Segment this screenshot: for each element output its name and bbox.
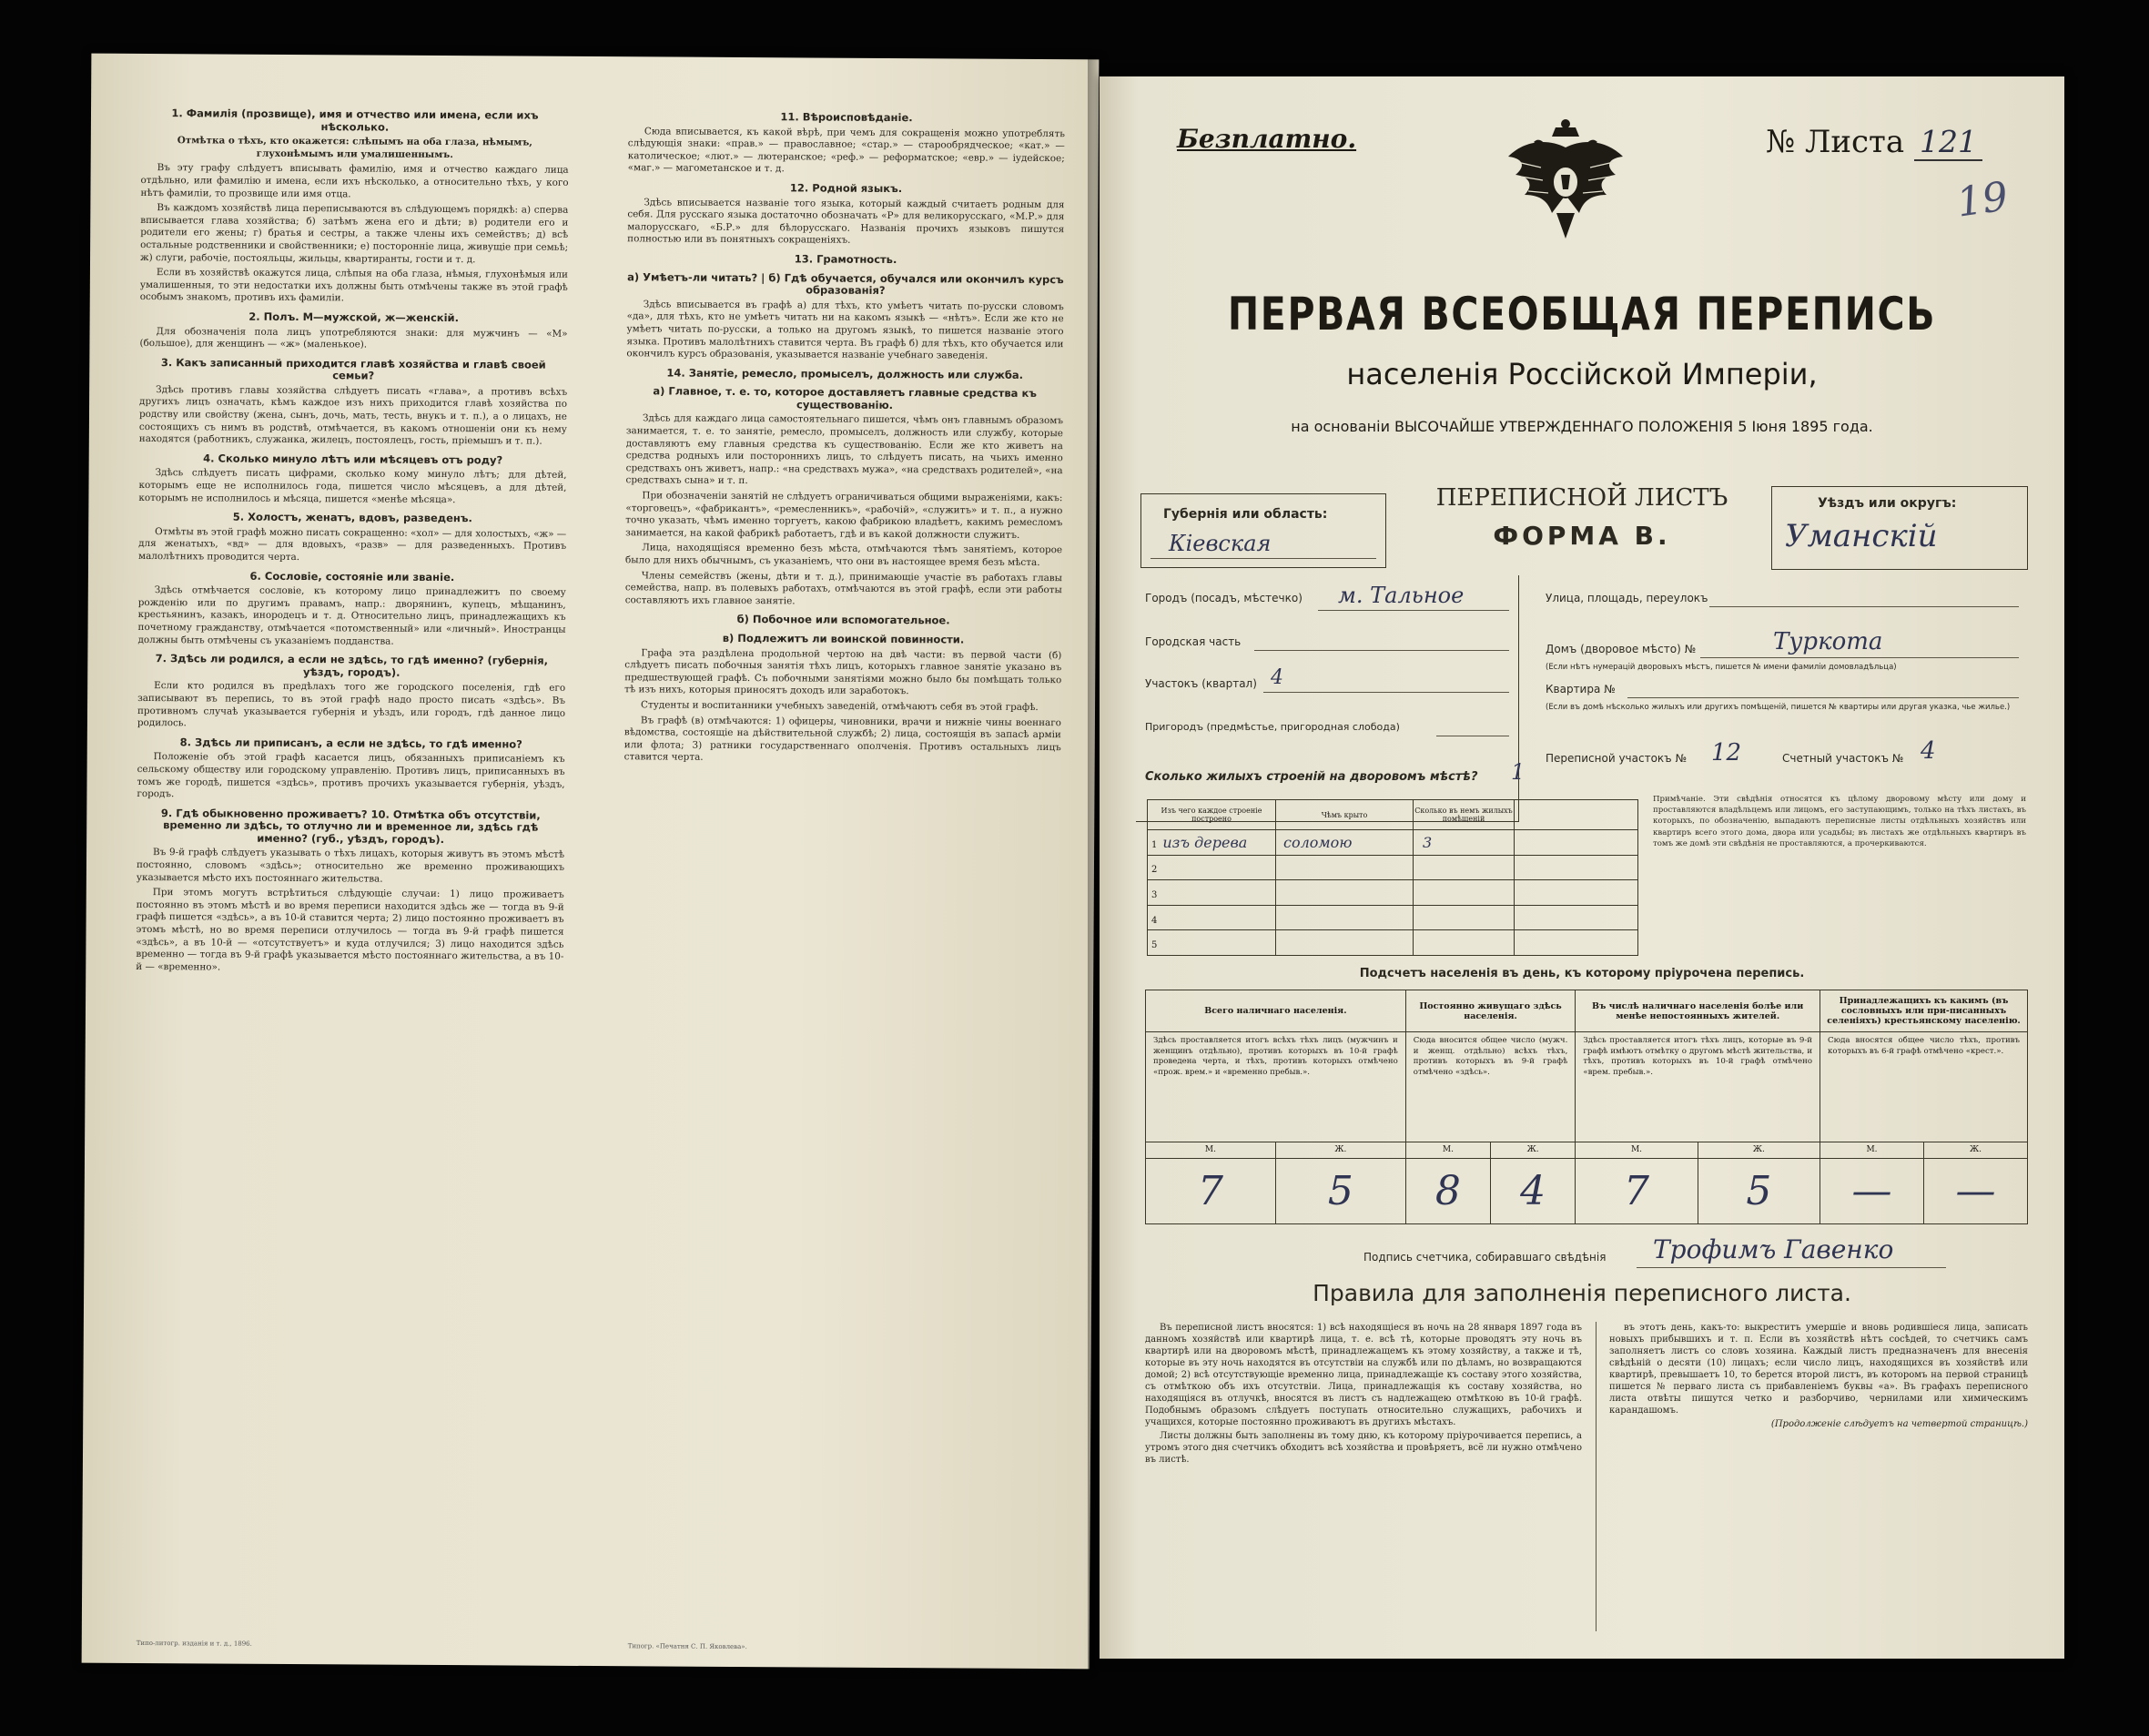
buildings-row bbox=[1148, 905, 1638, 930]
summary-group-header: Принадлежащихъ къ какимъ (въ сословныхъ или при-писанныхъ селеніяхъ) крестьянскому населенію. bbox=[1820, 990, 2028, 1032]
female-label: Ж. bbox=[1275, 1142, 1405, 1158]
instruction-heading: 2. Полъ. М—мужской, ж—женскій. bbox=[248, 310, 460, 325]
buildings-col-roof: Чѣмъ крыто bbox=[1276, 800, 1414, 830]
building-roof: соломою bbox=[1276, 830, 1414, 856]
female-count: 4 bbox=[1491, 1158, 1576, 1223]
instruction-paragraph: Здѣсь вписывается названіе того языка, который каждый считаетъ родным для себя. Для русскаго языка достаточно обозначать «Р» для великорусскаго, «М.Р.» для малорусскаго, «Б.Р.» для бѣлорусскаго. Названія прочихъ языковъ пишутся полностью или въ понятныхъ сокращеніяхъ. bbox=[627, 196, 1065, 247]
buildings-row bbox=[1148, 880, 1638, 906]
building-roof bbox=[1276, 880, 1414, 906]
instruction-heading: 7. Здѣсь ли родился, а если не здѣсь, то гдѣ именно? (губернія, уѣздъ, городъ). bbox=[155, 652, 549, 679]
building-rooms bbox=[1414, 905, 1515, 930]
row-number: 1 bbox=[1151, 839, 1158, 850]
instruction-paragraph: Студенты и воспитанники учебныхъ заведеній, отмѣчаютъ себя въ этой графѣ. bbox=[641, 699, 1039, 713]
male-count: — bbox=[1820, 1158, 1924, 1223]
address-left-block bbox=[1136, 575, 1519, 822]
instruction-paragraph: Графа эта раздѣлена продольной чертою на двѣ части: въ первой части (б) слѣдуетъ писать побочныя занятія тѣхъ лицъ, которыхъ главное занятіе указано въ предшествующей графѣ. Съ побочными занятіями можно было бы помѣщать только тѣ изъ нихъ, которыя приносятъ доходъ или заработокъ. bbox=[624, 646, 1062, 697]
district-label: Участокъ (квартал) bbox=[1145, 677, 1257, 690]
female-count: — bbox=[1923, 1158, 2027, 1223]
rules-title: Правила для заполненія переписного листа. bbox=[1313, 1280, 1851, 1306]
gubernia-value: Кіевская bbox=[1169, 531, 1272, 556]
male-label: М. bbox=[1820, 1142, 1924, 1158]
summary-group-header: Въ числѣ наличнаго населенія болѣе или менѣе непостоянныхъ жителей. bbox=[1576, 990, 1820, 1032]
gubernia-label: Губернія или область: bbox=[1163, 507, 1328, 522]
instruction-heading: 11. Вѣроисповѣданіе. bbox=[780, 110, 913, 125]
instruction-heading: 4. Сколько минуло лѣтъ или мѣсяцевъ отъ роду? bbox=[203, 452, 503, 467]
instruction-paragraph: Для обозначенія пола лицъ употребляются знаки: для мужчинъ — «М» (большое), для женщинъ — «ж» (маленькое). bbox=[139, 325, 568, 350]
instruction-paragraph: Отмѣты въ этой графѣ можно писать сокращенно: «хол» — для холостыхъ, «ж» — для женатыхъ, «вд» — для вдовыхъ, «разв» — для разведенныхъ. Противъ малолѣтнихъ проводится черта. bbox=[138, 525, 567, 563]
female-label: Ж. bbox=[1491, 1142, 1576, 1158]
building-roof bbox=[1276, 905, 1414, 930]
female-label: Ж. bbox=[1923, 1142, 2027, 1158]
instruction-heading: 3. Какъ записанный приходится главѣ хозяйства и главѣ своей семьи? bbox=[160, 355, 546, 382]
buildings-question: Сколько жилыхъ строеній на дворовомъ мѣстѣ? bbox=[1145, 770, 1478, 784]
building-rooms bbox=[1414, 880, 1515, 906]
instruction-heading: а) Главное, т. е. то, которое доставляетъ главные средства къ существованію. bbox=[653, 384, 1037, 411]
building-rooms bbox=[1414, 855, 1515, 880]
male-label: М. bbox=[1146, 1142, 1276, 1158]
instruction-paragraph: Сюда вписывается, къ какой вѣрѣ, при чемъ для сокращенія можно употреблять слѣдующія знаки: «прав.» — православное; «стар.» — старообрядческое; «кат.» — католическое; «лют.» — лютеранское; «реф.» — реформатское; «евр.» — іудейское; «маг.» — магометанское и т. д. bbox=[627, 125, 1065, 175]
house-value: Туркота bbox=[1773, 628, 1883, 655]
instruction-paragraph: Если въ хозяйствѣ окажутся лица, слѣпыя на оба глаза, нѣмыя, глухонѣмыя или умалишенныя, то эти недостатки ихъ должны быть отмѣчены также въ этой графѣ особымъ знакомъ, противъ ихъ фамиліи. bbox=[139, 267, 568, 304]
rules-paragraph: въ этотъ день, какъ-то: выкреститъ умершіе и вновь родившіеся лица, записать новыхъ прибывшихъ и т. п. Если въ хозяйствѣ нѣтъ сосѣдей, то счетчикъ самъ заполняетъ листъ со словъ хозяина. Каждый листъ предназначенъ для внесенія свѣдѣній о десяти (10) лицахъ; если число лицъ, находящихся въ хозяйствѣ или квартирѣ, превышаетъ 10, то берется второй листъ, въ которомъ на первой страницѣ пишется № перваго листа съ прибавленіемъ буквы «а». Въ графахъ переписного листа отвѣты пишутся четко и разборчиво, чернилами или химическимъ карандашомъ. bbox=[1609, 1323, 2028, 1416]
row-number: 2 bbox=[1151, 865, 1158, 876]
instruction-heading: а) Умѣетъ-ли читать? | б) Гдѣ обучается, обучался или окончилъ курсъ образованія? bbox=[627, 269, 1064, 298]
form-title: ФОРМА В. bbox=[1493, 521, 1671, 551]
instruction-paragraph: Здѣсь слѣдуетъ писать цифрами, сколько кому минуло лѣтъ; для дѣтей, которымъ еще не исполнилось года, пишется число мѣсяцевъ, а для дѣтей, которымъ не исполнилось и мѣсяца, пишется «менѣе мѣсяца». bbox=[138, 467, 567, 505]
rules-paragraph: Листы должны быть заполнены въ тому дню, къ которому пріурочивается перепись, а утромъ этого дня счетчикъ обходитъ всѣ хозяйства и провѣряетъ, всё ли нужно отмѣчено въ листѣ. bbox=[1145, 1431, 1582, 1465]
margin-number: 19 bbox=[1953, 173, 2012, 227]
instruction-heading: 13. Грамотность. bbox=[794, 252, 897, 266]
male-label: М. bbox=[1405, 1142, 1490, 1158]
instruction-paragraph: Лица, находящіяся временно безъ мѣста, отмѣчаются тѣмъ занятіемъ, которое было для нихъ обычнымъ, съ указаніемъ, что они въ настоящее время безъ мѣста. bbox=[624, 542, 1063, 569]
gubernia-box bbox=[1140, 493, 1386, 568]
instruction-paragraph: Въ эту графу слѣдуетъ вписывать фамилію, имя и отчество каждаго лица отдѣльно, или фамилію и имена, если ихъ нѣсколько, а относительно тѣхъ, у кого нѣтъ фамиліи, то прозвище или имя отца. bbox=[140, 162, 569, 199]
buildings-table bbox=[1147, 799, 1638, 956]
summary-title: Подсчетъ населенія въ день, къ которому пріурочена перепись. bbox=[1359, 967, 1805, 980]
address-right-block bbox=[1518, 575, 2028, 821]
rules-continuation: (Продолженіе слѣдуетъ на четвертой страницѣ.) bbox=[1770, 1419, 2028, 1429]
instruction-paragraph: Положеніе объ этой графѣ касается лицъ, обязанныхъ приписаніемъ къ сельскому обществу или городскому управленію. Противъ лицъ, приписанныхъ въ томъ же городѣ, пишется «здѣсь», противъ прочихъ указывается губернія, уѣздъ, городъ. bbox=[137, 751, 565, 800]
summary-group-note: Здѣсь проставляется итогъ всѣхъ тѣхъ лицъ (мужчинъ и женщинъ отдѣльно), противъ которыхъ въ 10-й графѣ проведена черта, и тѣхъ, противъ которыхъ отмѣчено «прож. врем.» и «временно пребыв.». bbox=[1146, 1032, 1406, 1142]
instruction-paragraph: Если кто родился въ предѣлахъ того же городского поселенія, гдѣ его записывают въ перепись, то въ этой графѣ надо просто писать «здѣсь». Въ противномъ случаѣ указывается губернія и уѣздъ, или городъ, гдѣ данное лицо родилось. bbox=[137, 680, 566, 729]
instruction-heading: 9. Гдѣ обыкновенно проживаетъ? 10. Отмѣтка объ отсутствіи, временно ли здѣсь, то отлучно ли и временное ли, здѣсь гдѣ именно? (губ., уѣздъ, городъ). bbox=[160, 806, 541, 846]
building-rooms: 3 bbox=[1414, 830, 1515, 856]
rules-paragraph: Въ переписной листъ вносятся: 1) всѣ находящіеся въ ночь на 28 января 1897 года въ данномъ хозяйствѣ или квартирѣ лица, т. е. всѣ тѣ, которые проводятъ эту ночь въ квартирѣ или на дворовомъ мѣстѣ, принадлежащемъ къ этому хозяйству, а также и тѣ, которые въ эту ночь находятся въ отсутствіи на службѣ или по дѣламъ, но возвращаются домой; 2) всѣ отсутствующіе временно лица, принадлежащіе къ составу этого хозяйства, съ отмѣткою объ ихъ отсутствіи. Лица, принадлежащія къ составу хозяйства, но находящіяся въ отлучкѣ, вносятся въ листъ съ надлежащею отмѣткою въ 10-й графѣ. Подобнымъ образомъ слѣдуетъ поступать относительно служащихъ, рабочихъ и учащихся, которые постоянно проживаютъ въ другихъ мѣстахъ. bbox=[1145, 1323, 1582, 1427]
instruction-heading: Отмѣтка о тѣхъ, кто окажется: слѣпымъ на оба глаза, нѣмымъ, глухонѣмымъ или умалишеннымъ. bbox=[177, 135, 532, 160]
left-page-column-2 bbox=[624, 104, 1065, 769]
instruction-heading: б) Побочное или вспомогательное. bbox=[736, 613, 950, 627]
instruction-heading: 8. Здѣсь ли приписанъ, а если не здѣсь, то гдѣ именно? bbox=[179, 735, 522, 751]
buildings-col-count: Сколько въ немъ жилыхъ помѣщеній bbox=[1414, 800, 1515, 830]
city-value: м. Тальное bbox=[1338, 583, 1465, 608]
male-label: М. bbox=[1576, 1142, 1698, 1158]
building-rooms bbox=[1414, 930, 1515, 956]
census-form-page bbox=[1100, 76, 2064, 1659]
apartment-note: (Если въ домѣ нѣсколько жилыхъ или другихъ помѣщеній, пишется № квартиры или другая указка, чье жилье.) bbox=[1546, 703, 2011, 712]
district-value: 4 bbox=[1271, 666, 1283, 689]
summary-group-header: Всего наличнаго населенія. bbox=[1146, 990, 1406, 1032]
city-part-label: Городская часть bbox=[1145, 635, 1242, 648]
summary-group-note: Здѣсь проставляется итогъ тѣхъ лицъ, которые въ 9-й графѣ имѣютъ отмѣтку о другомъ мѣстѣ жительства, и тѣхъ, противъ которыхъ въ 10-й графѣ отмѣчено «врем. пребыв.». bbox=[1576, 1032, 1820, 1142]
census-basis: на основаніи ВЫСОЧАЙШЕ УТВЕРЖДЕННАГО ПОЛОЖЕНІЯ 5 Іюня 1895 года. bbox=[1291, 418, 1873, 435]
left-page bbox=[82, 54, 1100, 1670]
left-page-footer-right: Типогр. «Печатня С. П. Яковлева». bbox=[627, 1642, 747, 1651]
sheet-number bbox=[1766, 124, 1982, 160]
instruction-paragraph: Здѣсь вписывается въ графѣ а) для тѣхъ, кто умѣетъ читать по-русски словомъ «да», для тѣхъ, кто не умѣетъ читать ни на какомъ языкѣ — «нѣтъ». Если же кто не умѣетъ читать по-русски, а только на другомъ языкѣ, то пишется названіе этого языка. Противъ малолѣтнихъ ставится черта. Въ графѣ б) для тѣхъ, кто обучается или окончилъ курсъ образованія, указывается названіе учебнаго заведенія. bbox=[626, 299, 1064, 361]
census-subtitle: населенія Россійской Имперіи, bbox=[1346, 357, 1818, 391]
summary-row bbox=[1146, 990, 2028, 1032]
instruction-heading: 6. Сословіе, состояніе или званіе. bbox=[249, 569, 455, 584]
count-section-label: Счетный участокъ № bbox=[1782, 752, 1904, 765]
sheet-number-value: 121 bbox=[1914, 124, 1982, 161]
instruction-paragraph: При обозначеніи занятій не слѣдуетъ ограничиваться общими выраженіями, какъ: «торговецъ», «фабрикантъ», «ремесленникъ», «рабочій», «служитъ» и т. п., а нужно точно указать, чѣмъ именно торгуетъ, какою фабрикою владѣетъ, какимъ ремесломъ занимается, на какой фабрикѣ работаетъ, гдѣ и въ какой должности служитъ. bbox=[625, 490, 1063, 541]
signature-label: Подпись счетчика, собиравшаго свѣдѣнія bbox=[1363, 1251, 1607, 1264]
left-page-column-1 bbox=[136, 101, 569, 979]
instruction-paragraph: При этомъ могутъ встрѣтиться слѣдующіе случаи: 1) лицо проживаетъ постоянно въ этомъ мѣстѣ и во время переписи находится здѣсь же — тогда въ 9-й графѣ пишется «здѣсь», а въ 10-й ставится черта; 2) лицо постоянно проживаетъ въ этомъ мѣстѣ, но во время переписи отлучилось — тогда въ 9-й графѣ пишется «здѣсь», а въ 10-й — «отсутствуетъ» и куда отлучился; 3) лицо находится здѣсь временно — тогда въ 9-й графѣ указывается мѣсто постояннаго жительства, а въ 10-й — «временно». bbox=[136, 887, 564, 973]
instruction-heading: 14. Занятіе, ремесло, промыселъ, должность или служба. bbox=[666, 366, 1024, 381]
rules-divider bbox=[1596, 1322, 1597, 1631]
instruction-paragraph: Въ каждомъ хозяйствѣ лица переписываются въ слѣдующемъ порядкѣ: а) сперва вписывается глава хозяйства; б) затѣмъ жена его и дѣти; в) родители его и родители его жены; г) братья и сестры, а также члены ихъ семействъ; д) всѣ остальные родственники и свойственники; е) посторонніе лица, живущіе при семьѣ; ж) слуги, рабочіе, постояльцы, жильцы, квартиранты, гости и т. д. bbox=[140, 202, 569, 265]
building-roof bbox=[1276, 930, 1414, 956]
apartment-label: Квартира № bbox=[1546, 683, 1616, 695]
left-page-footer-left: Типо-литогр. изданія и т. д., 1896. bbox=[136, 1639, 252, 1648]
census-section-label: Переписной участокъ № bbox=[1546, 752, 1687, 765]
sheet-number-label: № Листа bbox=[1766, 124, 1905, 160]
free-label: Безплатно. bbox=[1177, 124, 1357, 154]
buildings-row bbox=[1148, 830, 1638, 856]
signature-value: Трофимъ Гавенко bbox=[1653, 1234, 1894, 1264]
list-title: ПЕРЕПИСНОЙ ЛИСТЪ bbox=[1435, 484, 1728, 512]
summary-group-note: Сюда вносятся общее число тѣхъ, противъ которыхъ въ 6-й графѣ отмѣчено «крест.». bbox=[1820, 1032, 2028, 1142]
building-roof bbox=[1276, 855, 1414, 880]
census-section-value: 12 bbox=[1711, 739, 1742, 766]
female-label: Ж. bbox=[1698, 1142, 1820, 1158]
uezd-label: Уѣздъ или округъ: bbox=[1818, 496, 1957, 511]
male-count: 7 bbox=[1146, 1158, 1276, 1223]
instruction-paragraph: Здѣсь противъ главы хозяйства слѣдуетъ писать «глава», а противъ всѣхъ другихъ лицъ означать, кѣмъ каждое изъ нихъ приходится главѣ хозяйства по родству или свойству (жена, сынъ, дочь, мать, тесть, внукъ и т. п.), а о лицахъ, не состоящихъ съ нимъ въ родствѣ, отмѣчается, въ какомъ отношеніи они къ нему находятся (работникъ, служанка, жилецъ, постоялецъ, гость, пріемышъ и т. п.). bbox=[138, 383, 568, 447]
city-label: Городъ (посадъ, мѣстечко) bbox=[1145, 592, 1303, 604]
buildings-note: Примѣчаніе. Эти свѣдѣнія относятся къ цѣлому дворовому мѣсту или дому и проставляются владѣльцемъ или лицомъ, его заступающимъ, только на тѣхъ листахъ, въ которыхъ, по обозначенію, выпадаютъ переписные листы отдѣльныхъ хозяйствъ или квартиръ всего этого дома, двора или усадьбы; въ листахъ же отдѣльныхъ квартиръ въ томъ же домѣ эти свѣдѣнія не проставляются, а прочеркиваются. bbox=[1653, 795, 2026, 848]
row-number: 4 bbox=[1151, 915, 1158, 926]
row-number: 5 bbox=[1151, 940, 1158, 951]
buildings-row bbox=[1148, 855, 1638, 880]
uezd-value: Уманскій bbox=[1785, 518, 1938, 554]
house-label: Домъ (дворовое мѣсто) № bbox=[1546, 643, 1697, 655]
summary-row bbox=[1146, 1158, 2028, 1223]
instruction-heading: 1. Фамилія (прозвище), имя и отчество или имена, если ихъ нѣсколько. bbox=[171, 107, 539, 134]
summary-row bbox=[1146, 1142, 2028, 1158]
summary-group-note: Сюда вносится общее число (мужч. и женщ. отдѣльно) всѣхъ тѣхъ, противъ которыхъ въ 9-й графѣ отмѣчено «здѣсь». bbox=[1405, 1032, 1576, 1142]
row-number: 3 bbox=[1151, 890, 1158, 901]
rules-column-right bbox=[1609, 1322, 2028, 1432]
female-count: 5 bbox=[1698, 1158, 1820, 1223]
female-count: 5 bbox=[1275, 1158, 1405, 1223]
summary-row bbox=[1146, 1032, 2028, 1142]
census-title: ПЕРВАЯ ВСЕОБЩАЯ ПЕРЕПИСЬ bbox=[1227, 288, 1937, 340]
buildings-answer: 1 bbox=[1511, 759, 1526, 785]
instruction-paragraph: Въ графѣ (в) отмѣчаются: 1) офицеры, чиновники, врачи и нижніе чины военнаго вѣдомства, состоящіе на дѣйствительной службѣ; 2) лица, состоящія въ запасѣ арміи или флота; 3) ратники государственнаго ополченія. Противъ остальныхъ лицъ ставится черта. bbox=[623, 714, 1061, 764]
building-material: изъ дерева bbox=[1162, 833, 1248, 851]
male-count: 7 bbox=[1576, 1158, 1698, 1223]
house-note: (Если нѣтъ нумерацій дворовыхъ мѣстъ, пишется № имени фамиліи домовладѣльца) bbox=[1546, 663, 1897, 672]
instruction-paragraph: Члены семействъ (жены, дѣти и т. д.), принимающіе участіе въ работахъ главы семейства, напр. въ полевыхъ работахъ, отмѣчаются въ этой графѣ, если эти работы составляютъ ихъ главное занятіе. bbox=[624, 569, 1062, 607]
summary-group-header: Постоянно живущаго здѣсь населенія. bbox=[1405, 990, 1576, 1032]
male-count: 8 bbox=[1405, 1158, 1490, 1223]
rules-column-left bbox=[1145, 1322, 1582, 1467]
imperial-eagle-emblem bbox=[1497, 111, 1634, 248]
instruction-paragraph: Въ 9-й графѣ слѣдуетъ указывать о тѣхъ лицахъ, которыя живутъ въ этомъ мѣстѣ постоянно, словомъ «здѣсь»; относительно же временно проживающихъ указывается мѣсто ихъ постояннаго жительства. bbox=[136, 847, 565, 885]
uezd-box bbox=[1771, 486, 2028, 570]
suburb-label: Пригородъ (предмѣстье, пригородная слобода) bbox=[1145, 721, 1400, 733]
count-section-value: 4 bbox=[1921, 737, 1936, 765]
instruction-paragraph: Здѣсь для каждаго лица самостоятельнаго пишется, чѣмъ онъ главнымъ образомъ занимается, т. е. то занятіе, ремесло, промыселъ, должность или службу, которые доставляютъ ему главныя средства къ существованію. Если же кто живетъ на средства родныхъ или постороннихъ лицъ, то слѣдуетъ писать, на чьихъ именно средствахъ онъ живетъ, напр.: «на средствахъ мужа», «на средствахъ родителей», «на средствахъ сына» и т. п. bbox=[625, 412, 1063, 487]
summary-table bbox=[1145, 990, 2028, 1224]
instruction-paragraph: Здѣсь отмѣчается сословіе, къ которому лицо принадлежитъ по своему рожденію или по другимъ правамъ, напр.: дворянинъ, купецъ, мѣщанинъ, крестьянинъ, казакъ, инородецъ и т. д. Относительно лицъ, принадлежащихъ къ почетному гражданству, отмѣчается «потомственный» или «личный». Иностранцы должны быть отмѣчены съ указаніемъ подданства. bbox=[137, 584, 566, 647]
buildings-col-material: Изъ чего каждое строеніе построено bbox=[1148, 800, 1276, 830]
instruction-heading: в) Подлежитъ ли воинской повинности. bbox=[722, 631, 965, 646]
instruction-heading: 12. Родной языкъ. bbox=[789, 181, 903, 196]
buildings-row bbox=[1148, 930, 1638, 956]
street-label: Улица, площадь, переулокъ bbox=[1546, 592, 1708, 604]
instruction-heading: 5. Холостъ, женатъ, вдовъ, разведенъ. bbox=[232, 510, 472, 525]
